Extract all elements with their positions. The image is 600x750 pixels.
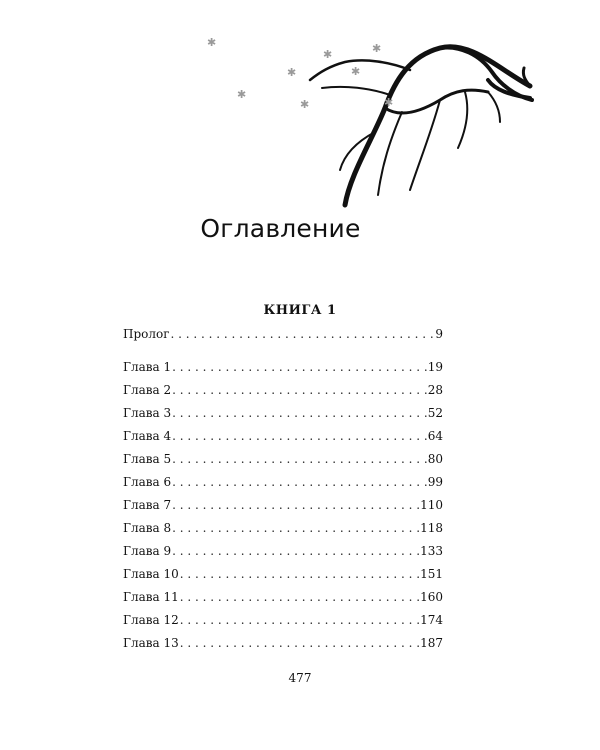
toc-entry-page: 28: [427, 383, 443, 397]
toc-entry-page: 80: [427, 452, 443, 466]
toc-entry[interactable]: [123, 521, 443, 544]
toc-entry-label: Глава 12: [123, 613, 179, 627]
bare-branch-icon: [310, 47, 532, 205]
toc-entry-label: Глава 3: [123, 406, 172, 420]
snowflakes-icon: [207, 36, 393, 111]
dot-leader: [172, 498, 419, 512]
branch-snowflakes-ornament: [0, 0, 600, 230]
toc-entry-label: Глава 1: [123, 360, 172, 374]
toc-entry[interactable]: [123, 567, 443, 590]
dot-leader: [172, 544, 419, 558]
toc-entry-label: Глава 4: [123, 429, 172, 443]
toc-entry[interactable]: [123, 406, 443, 429]
dot-leader: [172, 360, 427, 374]
toc-entry[interactable]: [123, 360, 443, 383]
toc-entry-page: 19: [427, 360, 443, 374]
toc-entry-page: 9: [435, 327, 443, 341]
svg-text:✱: ✱: [287, 66, 297, 79]
svg-text:✱: ✱: [384, 96, 394, 109]
toc-entry-page: 133: [420, 544, 443, 558]
toc-entry[interactable]: [123, 429, 443, 452]
svg-text:✱: ✱: [237, 88, 247, 101]
toc-entry-page: 160: [420, 590, 443, 604]
svg-text:✱: ✱: [351, 65, 361, 78]
toc-entry-label: Глава 13: [123, 636, 179, 650]
dot-leader: [172, 429, 427, 443]
dot-leader: [172, 383, 427, 397]
dot-leader: [180, 567, 419, 581]
dot-leader: [180, 613, 419, 627]
dot-leader: [172, 475, 427, 489]
svg-text:✱: ✱: [207, 36, 217, 49]
dot-leader: [172, 521, 419, 535]
svg-text:✱: ✱: [300, 98, 310, 111]
toc-entry[interactable]: [123, 636, 443, 659]
toc-entry-label: Глава 5: [123, 452, 172, 466]
toc-entry-page: 64: [427, 429, 443, 443]
dot-leader: [172, 452, 427, 466]
toc-title: Оглавление: [200, 214, 361, 243]
svg-text:✱: ✱: [372, 42, 382, 55]
toc-entries: [123, 327, 443, 659]
toc-entry[interactable]: [123, 383, 443, 406]
toc-entry-page: 151: [420, 567, 443, 581]
toc-entry[interactable]: [123, 590, 443, 613]
toc-entry-page: 187: [420, 636, 443, 650]
book-heading: КНИГА 1: [263, 303, 337, 318]
dot-leader: [172, 406, 427, 420]
toc-entry-page: 110: [420, 498, 443, 512]
toc-entry[interactable]: [123, 498, 443, 521]
toc-entry[interactable]: [123, 544, 443, 567]
toc-entry[interactable]: [123, 475, 443, 498]
toc-entry[interactable]: [123, 452, 443, 475]
toc-entry[interactable]: [123, 327, 443, 360]
page-number: 477: [288, 671, 312, 685]
toc-entry-page: 52: [427, 406, 443, 420]
toc-entry-label: Пролог: [123, 327, 170, 341]
toc-entry[interactable]: [123, 613, 443, 636]
dot-leader: [180, 590, 419, 604]
toc-entry-label: Глава 9: [123, 544, 172, 558]
toc-entry-label: Глава 2: [123, 383, 172, 397]
toc-entry-label: Глава 7: [123, 498, 172, 512]
toc-entry-label: Глава 6: [123, 475, 172, 489]
toc-entry-page: 99: [427, 475, 443, 489]
dot-leader: [171, 327, 435, 341]
toc-entry-label: Глава 10: [123, 567, 179, 581]
toc-entry-page: 118: [420, 521, 443, 535]
toc-entry-label: Глава 11: [123, 590, 179, 604]
dot-leader: [180, 636, 419, 650]
toc-entry-label: Глава 8: [123, 521, 172, 535]
svg-text:✱: ✱: [323, 48, 333, 61]
toc-entry-page: 174: [420, 613, 443, 627]
